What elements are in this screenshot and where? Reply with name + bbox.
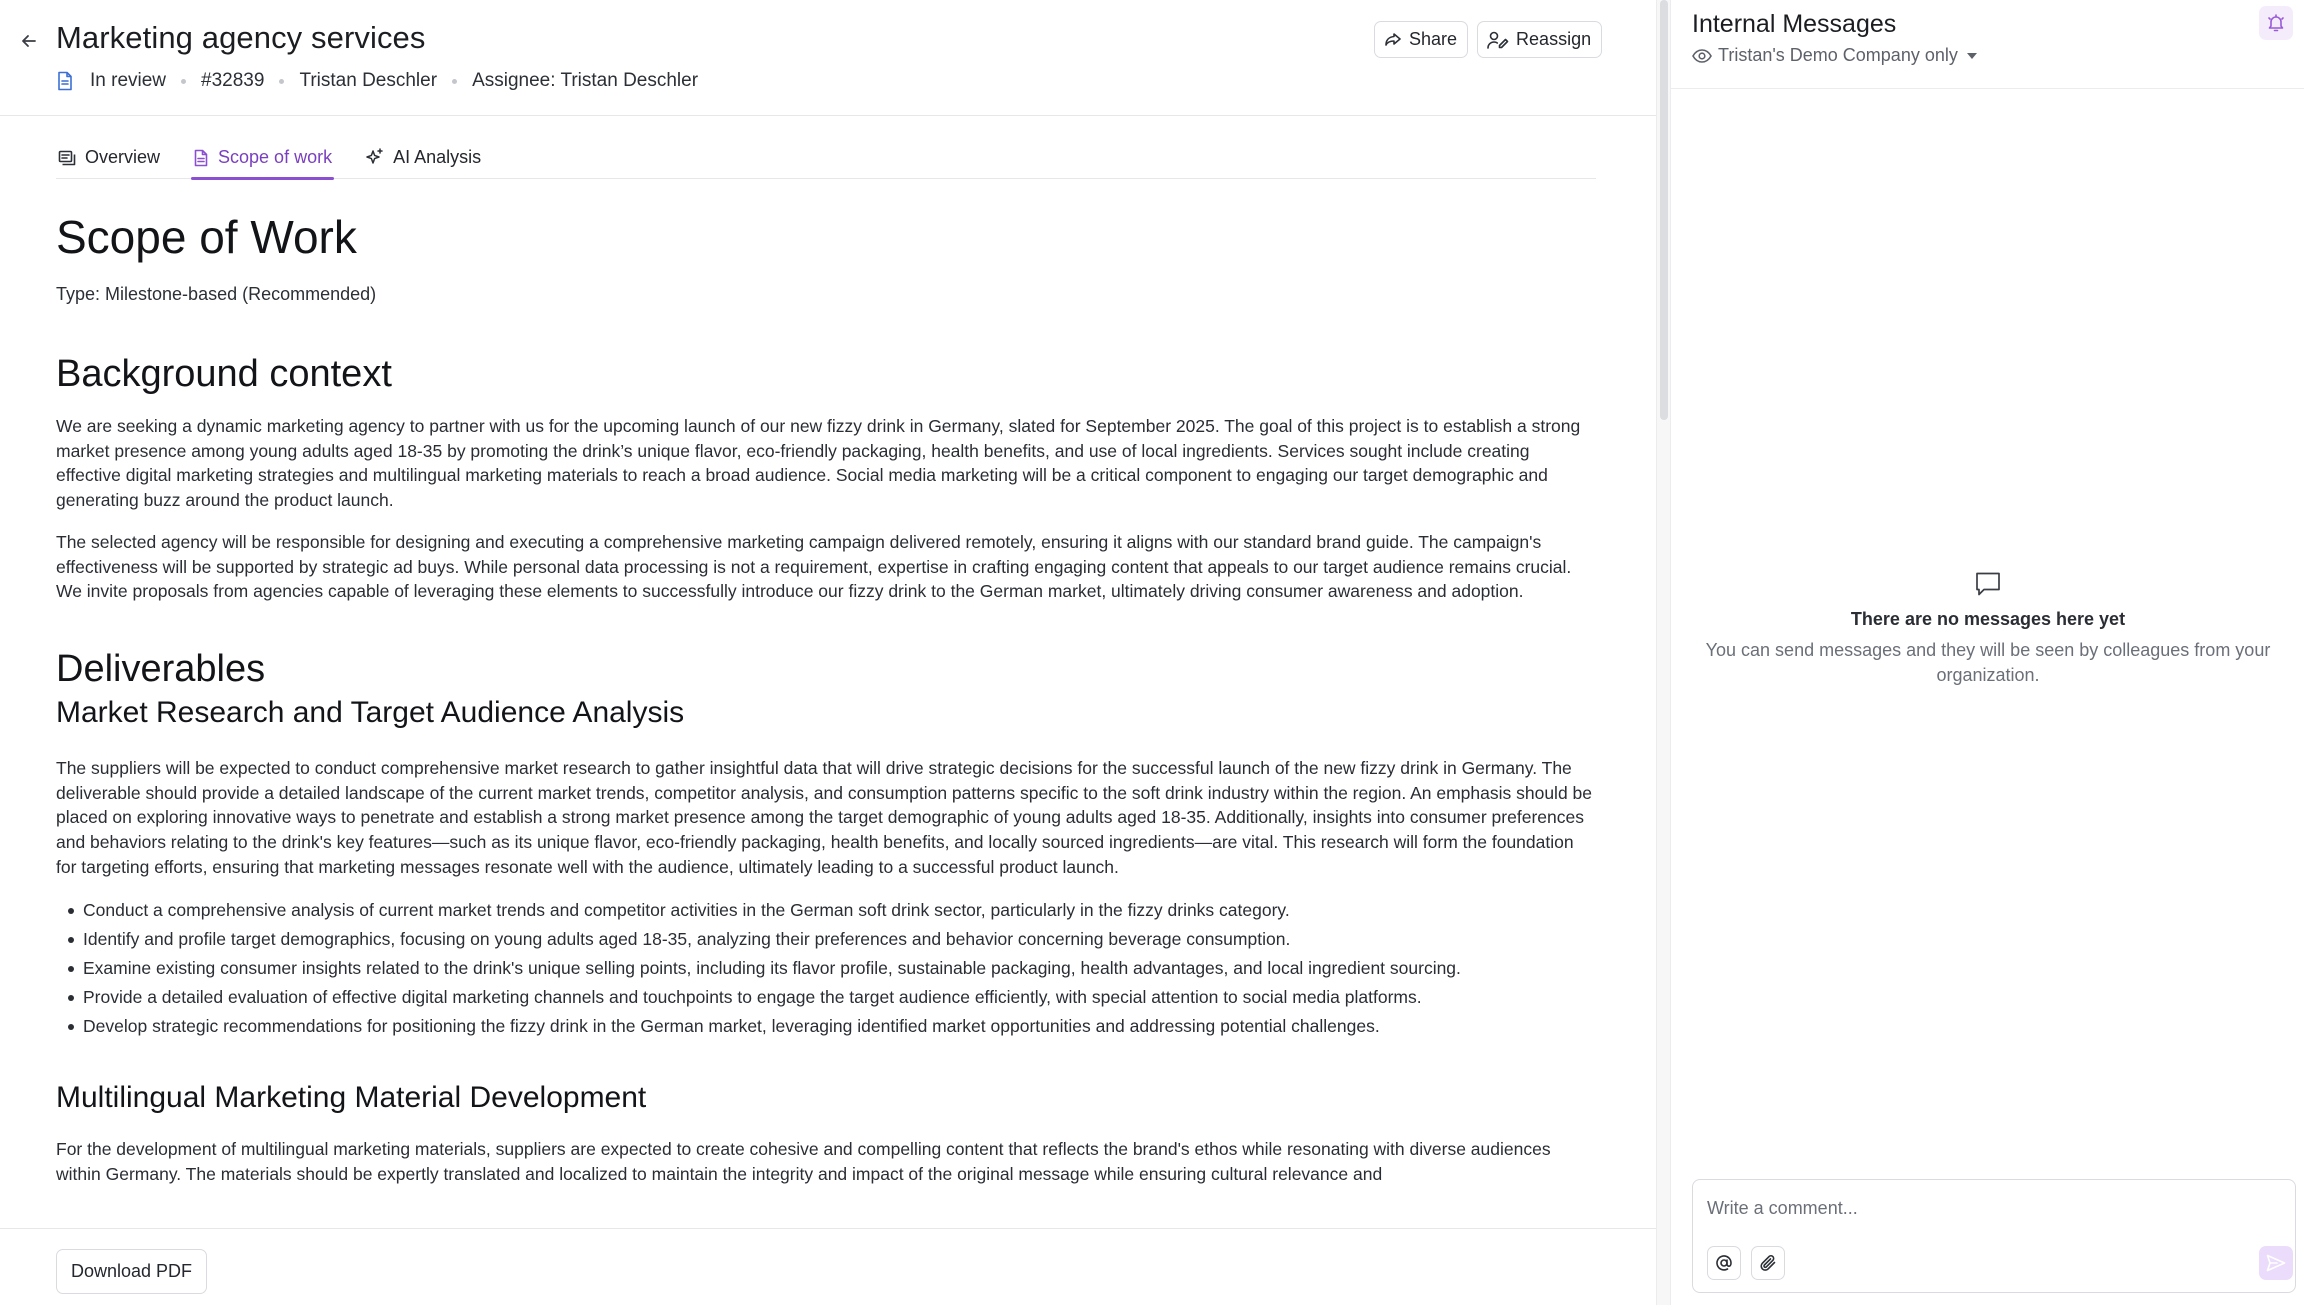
empty-state [1671, 570, 2304, 688]
at-sign-icon [1715, 1254, 1733, 1272]
owner-name: Tristan Deschler [299, 70, 438, 91]
mention-button[interactable] [1707, 1246, 1741, 1280]
separator-dot [279, 79, 284, 84]
download-pdf-button[interactable]: Download PDF [56, 1249, 207, 1294]
sparkle-icon [365, 148, 384, 167]
user-edit-icon [1487, 31, 1509, 49]
attach-button[interactable] [1751, 1246, 1785, 1280]
tab-label: AI Analysis [393, 147, 482, 167]
request-id: #32839 [201, 70, 265, 91]
list-item: Identify and profile target demographics, focusing on young adults aged 18-35, analyzing their preferences and behavior concerning beverage consumption. [56, 925, 1596, 954]
document-icon [193, 149, 209, 167]
document-status-icon [56, 70, 78, 92]
send-button[interactable] [2259, 1246, 2293, 1280]
deliverable-2-paragraph: For the development of multilingual marketing materials, suppliers are expected to create cohesive and compelling content that reflects the brand's ethos while resonating with diverse audiences within Germany. The materials should be expertly translated and localized to maintain the integrity and impact of the original message while ensuring cultural relevance and [56, 1139, 1551, 1185]
bell-icon [2266, 13, 2286, 33]
scrollbar-thumb[interactable] [1660, 0, 1668, 420]
share-button[interactable] [1374, 21, 1468, 58]
main-scrollbar[interactable] [1656, 0, 1670, 1305]
chevron-down-icon [1966, 52, 1978, 60]
scope-document [56, 180, 1596, 1228]
header-actions [1374, 21, 1602, 58]
tab-label: Overview [85, 147, 161, 167]
deliverable-1-paragraph: The suppliers will be expected to conduct comprehensive market research to gather insightful data that will drive strategic decisions for the successful launch of the new fizzy drink in Germany. The deliverable should provide a detailed landscape of the current market trends, competitor analysis, and consumption patterns specific to the soft drink industry within the region. An emphasis should be placed on exploring innovative ways to penetrate and establish a strong market presence among the target demographic of young adults aged 18-35. Additionally, insights into consumer preferences and behaviors relating to the drink's key features—such as its unique flavor, eco-friendly packaging, health benefits, and locally sourced ingredients—are vital. This research will form the foundation for targeting efforts, ensuring that marketing messages resonate well with the audience, ultimately leading to a successful product launch. [56, 757, 1593, 877]
document-type: Type: Milestone-based (Recommended) [56, 284, 377, 304]
deliverables-heading: Deliverables [56, 647, 266, 690]
tab-scope-of-work[interactable] [191, 136, 334, 179]
send-icon [2266, 1254, 2286, 1272]
tab-overview[interactable] [56, 136, 162, 179]
arrow-left-icon [19, 31, 39, 51]
background-paragraph-1: We are seeking a dynamic marketing agency to partner with us for the upcoming launch of our new fizzy drink in Germany, slated for September 2025. The goal of this project is to establish a strong market presence among young adults aged 18-35 by promoting the drink’s unique flavor, eco-friendly packaging, health benefits, and use of local ingredients. Services sought include creating effective digital marketing strategies and multilingual marketing materials to reach a broad audience. Social media marketing will be a critical component to engaging our target demographic and generating buzz around the product launch. [56, 416, 1581, 511]
share-icon [1384, 32, 1402, 48]
empty-state-title: There are no messages here yet [1850, 609, 2126, 629]
deliverable-2-heading: Multilingual Marketing Material Development [56, 1081, 647, 1115]
reassign-button[interactable] [1477, 21, 1602, 58]
separator-dot [452, 79, 457, 84]
deliverable-1-heading: Market Research and Target Audience Analysis [56, 695, 685, 729]
page-meta [56, 70, 698, 92]
visibility-label: Tristan's Demo Company only [1718, 45, 1958, 65]
document-title: Scope of Work [56, 211, 357, 263]
tab-label: Scope of work [218, 147, 333, 167]
back-button[interactable] [14, 26, 44, 56]
assignee-text: Assignee: Tristan Deschler [472, 70, 699, 91]
reassign-label: Reassign [1516, 29, 1592, 49]
comment-input[interactable] [1707, 1194, 2267, 1222]
list-item: Conduct a comprehensive analysis of current market trends and competitor activities in the German soft drink sector, particularly in the fizzy drinks category. [56, 896, 1596, 925]
eye-icon [1692, 48, 1712, 64]
messages-header [1671, 0, 2304, 89]
visibility-dropdown[interactable] [1692, 45, 1978, 66]
message-bubble-icon [1974, 570, 2002, 598]
tab-bar [56, 136, 1596, 179]
tab-ai-analysis[interactable] [363, 136, 483, 179]
list-item: Provide a detailed evaluation of effective digital marketing channels and touchpoints to engage the target audience efficiently, with special attention to social media platforms. [56, 983, 1596, 1012]
deliverable-1-list [56, 896, 1596, 1041]
list-item: Develop strategic recommendations for positioning the fizzy drink in the German market, leveraging identified market opportunities and addressing potential challenges. [56, 1012, 1596, 1041]
page-footer [0, 1228, 1656, 1305]
overview-icon [58, 149, 76, 167]
list-item: Examine existing consumer insights related to the drink's unique selling points, including its flavor profile, sustainable packaging, health advantages, and local ingredient sourcing. [56, 954, 1596, 983]
page-title: Marketing agency services [56, 20, 426, 55]
empty-state-subtitle: You can send messages and they will be seen by colleagues from your organization. [1705, 640, 2271, 685]
share-label: Share [1409, 29, 1458, 49]
separator-dot [181, 79, 186, 84]
messages-panel [1670, 0, 2304, 1305]
comment-composer [1692, 1179, 2296, 1293]
paperclip-icon [1759, 1254, 1777, 1272]
background-heading: Background context [56, 353, 392, 395]
notification-settings-button[interactable] [2259, 6, 2293, 40]
status-text: In review [90, 70, 167, 91]
page-header [0, 0, 1656, 116]
background-paragraph-2: The selected agency will be responsible for designing and executing a comprehensive marketing campaign delivered remotely, ensuring it aligns with our standard brand guide. The campaign's effectiveness will be supported by strategic ad buys. While personal data processing is not a requirement, expertise in crafting engaging content that appeals to our target audience remains crucial. We invite proposals from agencies capable of leveraging these elements to successfully introduce our fizzy drink to the German market, ultimately driving consumer awareness and adoption. [56, 531, 1572, 602]
messages-title: Internal Messages [1692, 10, 1897, 38]
